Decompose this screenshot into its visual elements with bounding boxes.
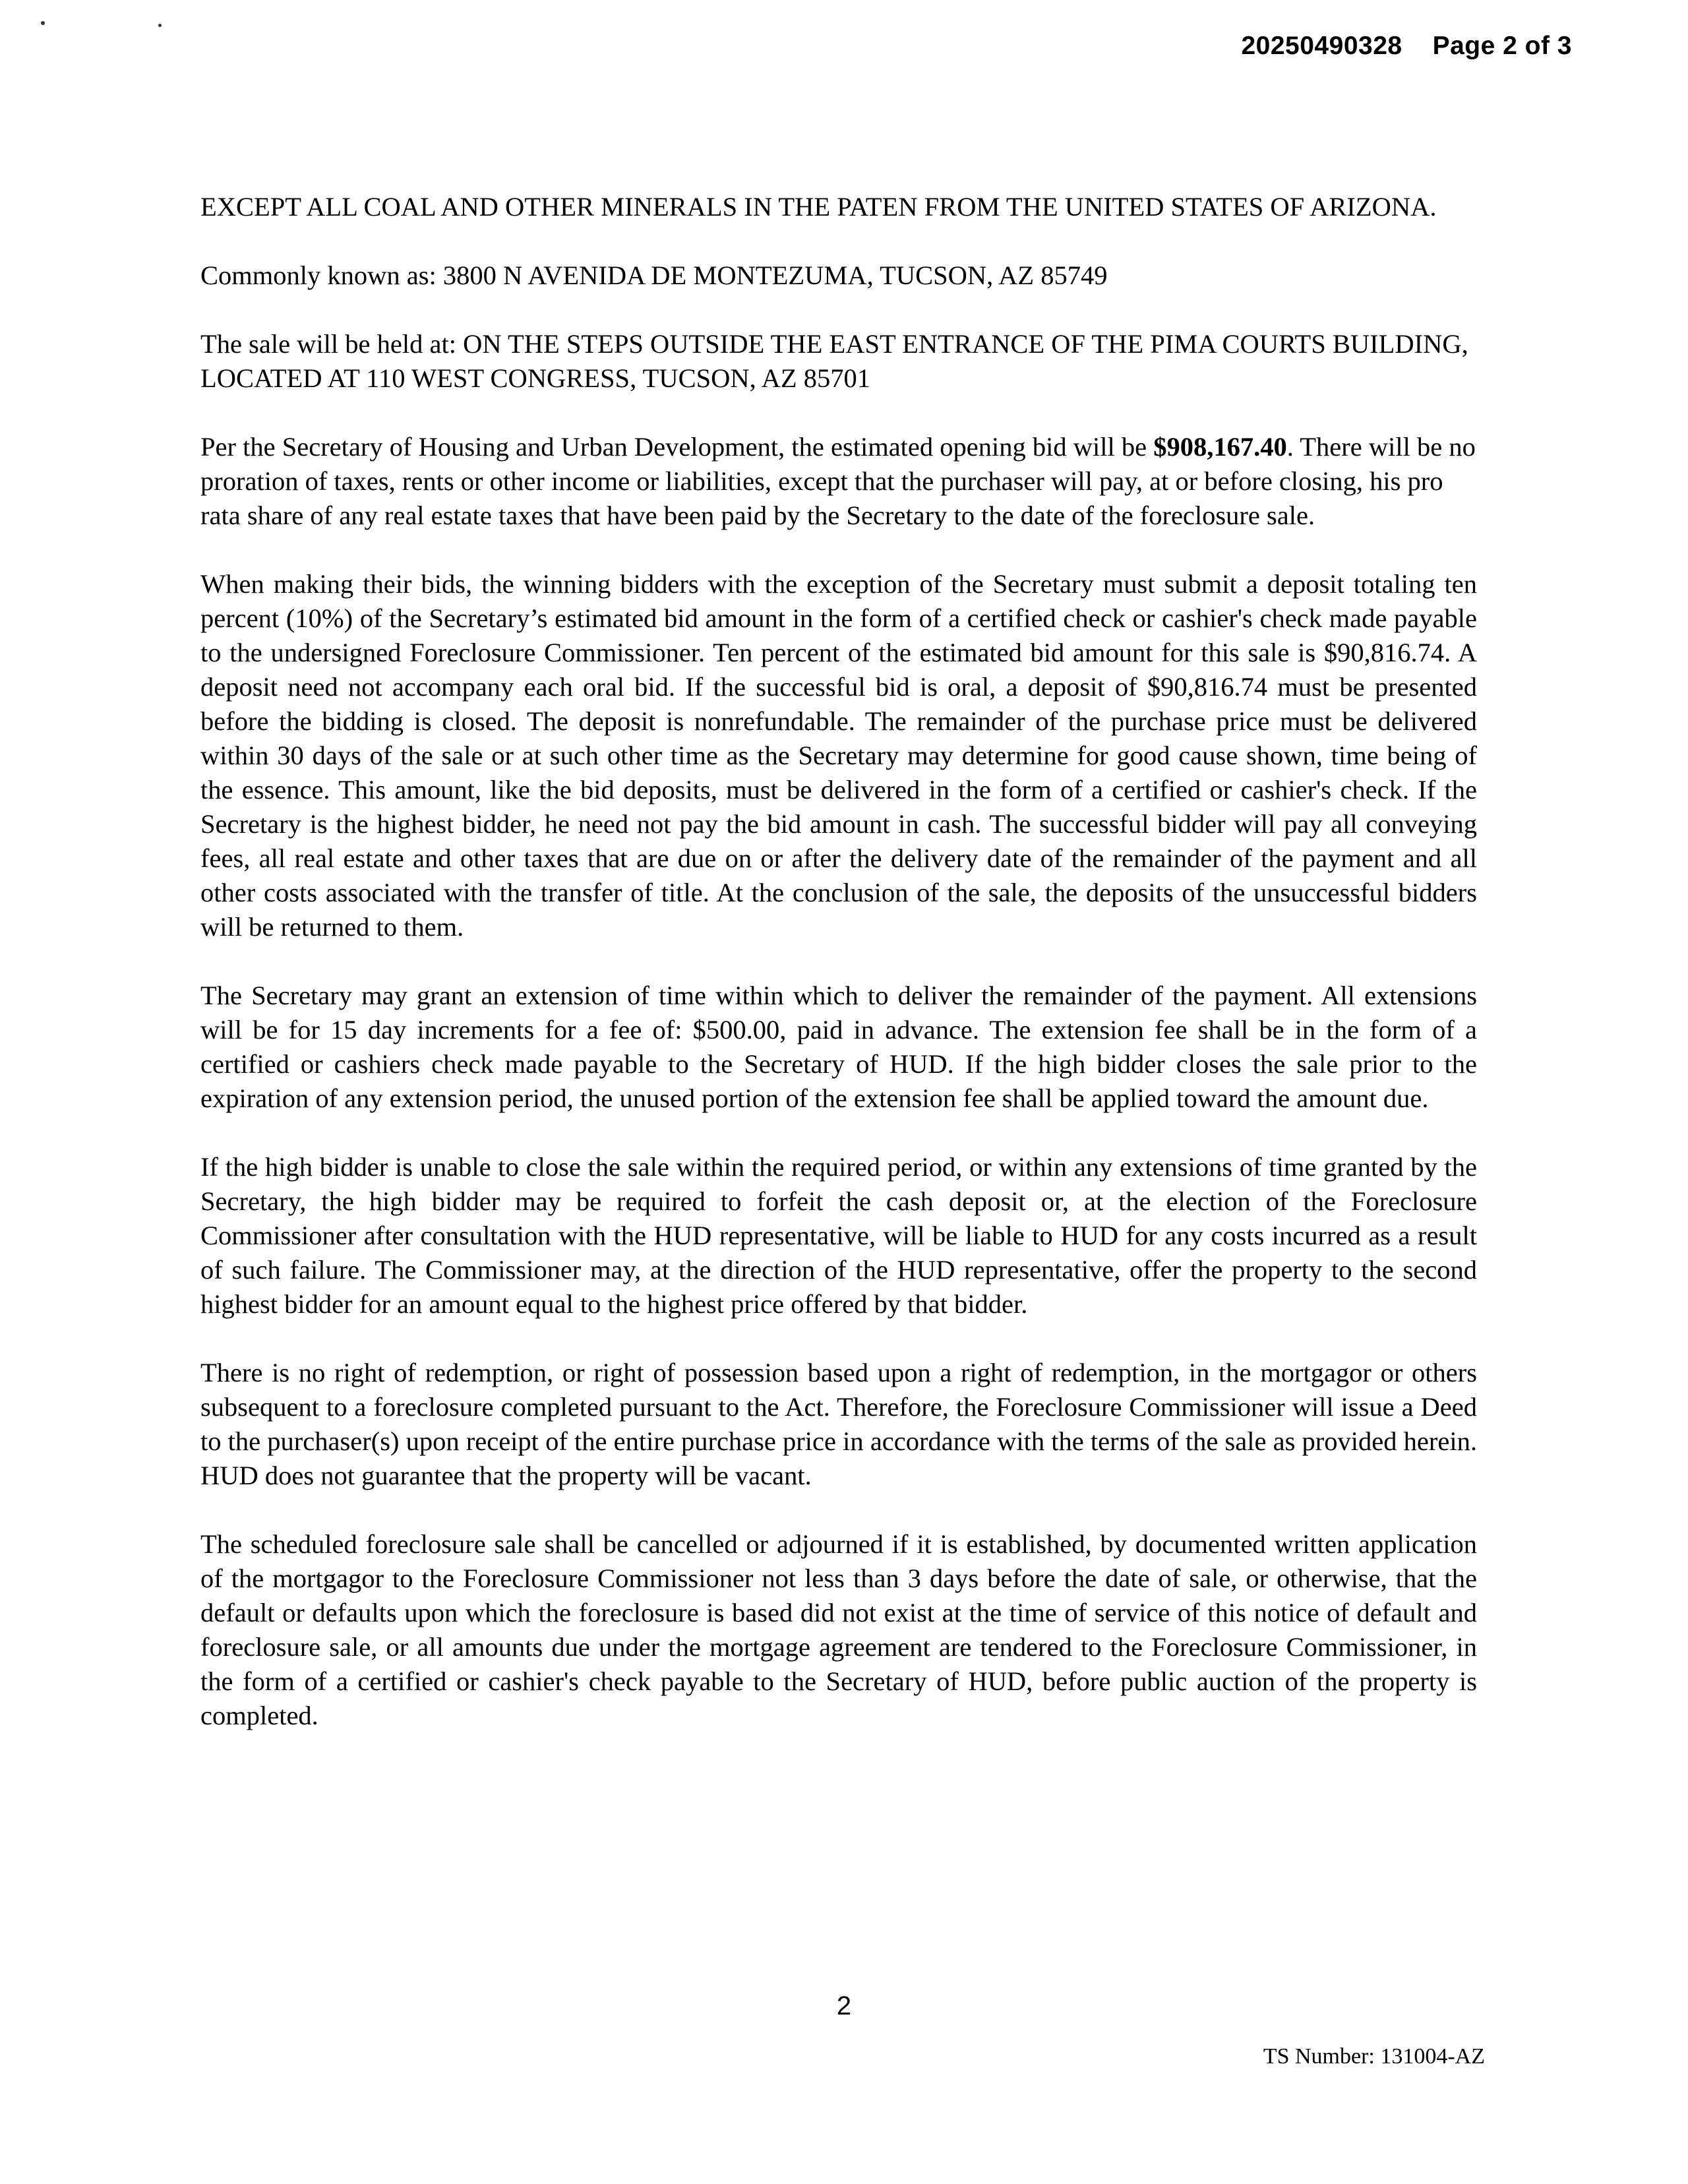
deposit-terms-paragraph: When making their bids, the winning bidders with the exception of the Secretary must submit a deposit totaling ten percent (10%) of the Secretary’s estimated bid amount in the form of a certified check or cashier's check made payable to the undersigned Foreclosure Commissioner. Ten percent of the estimated bid amount for this sale is $90,816.74. A deposit need not accompany each oral bid. If the successful bid is oral, a deposit of $90,816.74 must be presented before the bidding is closed. The deposit is nonrefundable. The remainder of the purchase price must be delivered within 30 days of the sale or at such other time as the Secretary may determine for good cause shown, time being of the essence. This amount, like the bid deposits, must be delivered in the form of a certified or cashier's check. If the Secretary is the highest bidder, he need not pay the bid amount in cash. The successful bidder will pay all conveying fees, all real estate and other taxes that are due on or after the delivery date of the remainder of the payment and all other costs associated with the transfer of title. At the conclusion of the sale, the deposits of the unsuccessful bidders will be returned to them.: [200, 569, 1477, 942]
scan-speck: [158, 24, 162, 27]
forfeit-terms-paragraph: If the high bidder is unable to close the sale within the required period, or within any extensions of time granted by the Secretary, the high bidder may be required to forfeit the cash deposit or, at the election of the Foreclosure Commissioner after consultation with the HUD representative, will be liable to HUD for any costs incurred as a result of such failure. The Commissioner may, at the direction of the HUD representative, offer the property to the second highest bidder for an amount equal to the highest price offered by that bidder.: [200, 1152, 1477, 1319]
document-body: [200, 190, 1477, 1767]
mineral-exception-paragraph: EXCEPT ALL COAL AND OTHER MINERALS IN THE PATEN FROM THE UNITED STATES OF ARIZONA.: [200, 192, 1437, 222]
redemption-paragraph: There is no right of redemption, or right of possession based upon a right of redemption, in the mortgagor or others subsequent to a foreclosure completed pursuant to the Act. Therefore, the Foreclosure Commissioner will issue a Deed to the purchaser(s) upon receipt of the entire purchase price in accordance with the terms of the sale as provided herein. HUD does not guarantee that the property will be vacant.: [200, 1358, 1477, 1490]
page-number: 2: [836, 1991, 852, 2020]
page-header: [1241, 32, 1572, 61]
property-address-paragraph: Commonly known as: 3800 N AVENIDA DE MONTEZUMA, TUCSON, AZ 85749: [200, 260, 1108, 290]
ts-number: TS Number: 131004-AZ: [1263, 2044, 1485, 2069]
page-indicator: Page 2 of 3: [1432, 32, 1572, 60]
document-number: 20250490328: [1241, 32, 1402, 60]
opening-bid-paragraph: Per the Secretary of Housing and Urban Development, the estimated opening bid will be $908,167.40. There will be no proration of taxes, rents or other income or liabilities, except that the purchaser will pay, at or before closing, his pro rata share of any real estate taxes that have been paid by the Secretary to the date of the foreclosure sale.: [200, 432, 1476, 530]
extension-terms-paragraph: The Secretary may grant an extension of time within which to deliver the remainder of the payment. All extensions will be for 15 day increments for a fee of: $500.00, paid in advance. The extension fee shall be in the form of a certified or cashiers check made payable to the Secretary of HUD. If the high bidder closes the sale prior to the expiration of any extension period, the unused portion of the extension fee shall be applied toward the amount due.: [200, 981, 1477, 1113]
opening-bid-amount: $908,167.40: [1153, 432, 1287, 462]
sale-location-paragraph: The sale will be held at: ON THE STEPS OUTSIDE THE EAST ENTRANCE OF THE PIMA COURTS BUILDING, LOCATED AT 110 WEST CONGRESS, TUCSON, AZ 85701: [200, 329, 1468, 393]
cancellation-paragraph: The scheduled foreclosure sale shall be cancelled or adjourned if it is established, by documented written application of the mortgagor to the Foreclosure Commissioner not less than 3 days before the date of sale, or otherwise, that the default or defaults upon which the foreclosure is based did not exist at the time of service of this notice of default and foreclosure sale, or all amounts due under the mortgage agreement are tendered to the Foreclosure Commissioner, in the form of a certified or cashier's check payable to the Secretary of HUD, before public auction of the property is completed.: [200, 1529, 1477, 1730]
scan-speck: [41, 21, 45, 25]
